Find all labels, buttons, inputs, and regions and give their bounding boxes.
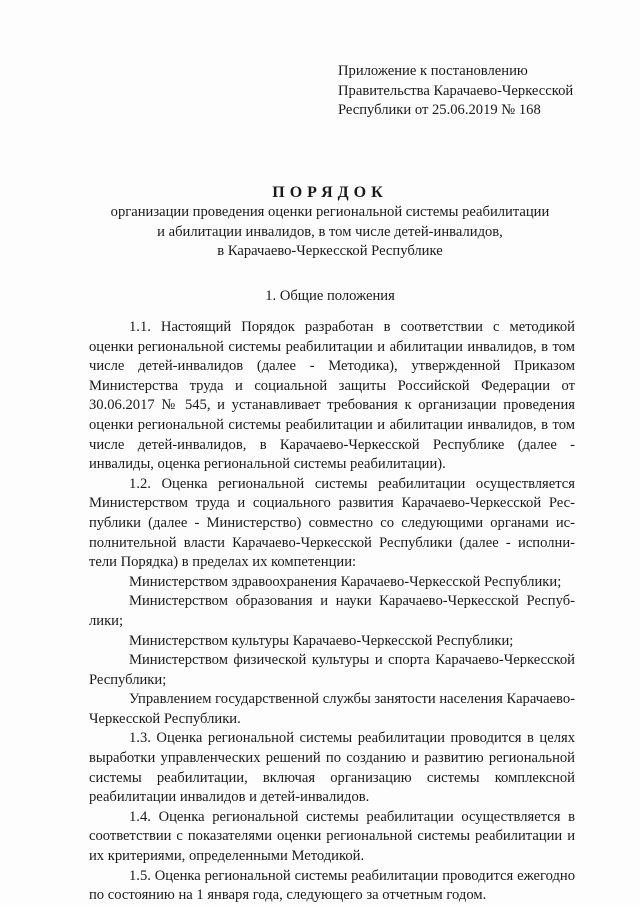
list-item-education-ministry: Министерством образования и науки Карачаево-Черкесской Республики;: [89, 593, 575, 629]
paragraph-1-1: 1.1. Настоящий Порядок разработан в соответствии с методикой оценки региональной системы реабилитации и абилитации инвалидов, в том числе детей-инвалидов (далее - Методика), утвержденной Приказом Министерства труда и социальной защиты Российской Федерации от 30.06.2017 № 545, и устанавливает требования к организации проведения оценки региональной системы реабилитации и абилитации инвалидов, в том числе детей-инвалидов, в Карачаево-Черкесской Республике (далее - инвалиды, оценка региональной системы реабилитации).: [89, 319, 575, 473]
paragraph-1-4: 1.4. Оценка региональной системы реабилитации осуществляется в соответствии с показателями оценки региональной системы реабилитации и их критериями, определенными Методикой.: [89, 808, 575, 865]
list-item-culture-ministry: Министерством культуры Карачаево-Черкесской Республики;: [129, 632, 514, 649]
document-title-block: [60, 183, 600, 262]
document-body: [89, 318, 575, 906]
paragraph-1-2: 1.2. Оценка региональной системы реабилитации осуществляется Министерством труда и социального развития Карачаево-Черкесской Республики (далее - Министерство) совместно со следующими органами исполнительной власти Карачаево-Черкесской Республики (далее - исполнители Порядка) в пределах их компетенции:: [89, 475, 575, 571]
paragraph-1-5: 1.5. Оценка региональной системы реабилитации проводится ежегодно по состоянию на 1 января года, следующего за отчетным годом.: [89, 867, 575, 904]
document-title: ПОРЯДОК: [272, 184, 388, 201]
document-subtitle-line-2: и абилитации инвалидов, в том числе детей-инвалидов,: [157, 223, 503, 240]
appendix-line-3: Республики от 25.06.2019 № 168: [338, 102, 541, 118]
appendix-header: [338, 62, 618, 121]
list-item-sport-ministry: Министерством физической культуры и спорта Карачаево-Черкесской Республики;: [89, 652, 575, 688]
appendix-line-2: Правительства Карачаево-Черкесской: [338, 82, 574, 99]
paragraph-1-3: 1.3. Оценка региональной системы реабилитации проводится в целях выработки управленческих решений по созданию и развитию региональной системы реабилитации, включая организацию системы комплексной реабилитации инвалидов и детей-инвалидов.: [89, 730, 575, 806]
list-item-employment-service: Управлением государственной службы занятости населения Карачаево-Черкесской Республики.: [89, 691, 575, 727]
appendix-line-1: Приложение к постановлению: [338, 63, 528, 79]
list-item-health-ministry: Министерством здравоохранения Карачаево-Черкесской Республики;: [129, 573, 562, 590]
document-subtitle-line-3: в Карачаево-Черкесской Республике: [217, 243, 443, 259]
document-subtitle-line-1: организации проведения оценки региональной системы реабилитации: [110, 204, 550, 220]
section-heading: 1. Общие положения: [265, 288, 395, 304]
